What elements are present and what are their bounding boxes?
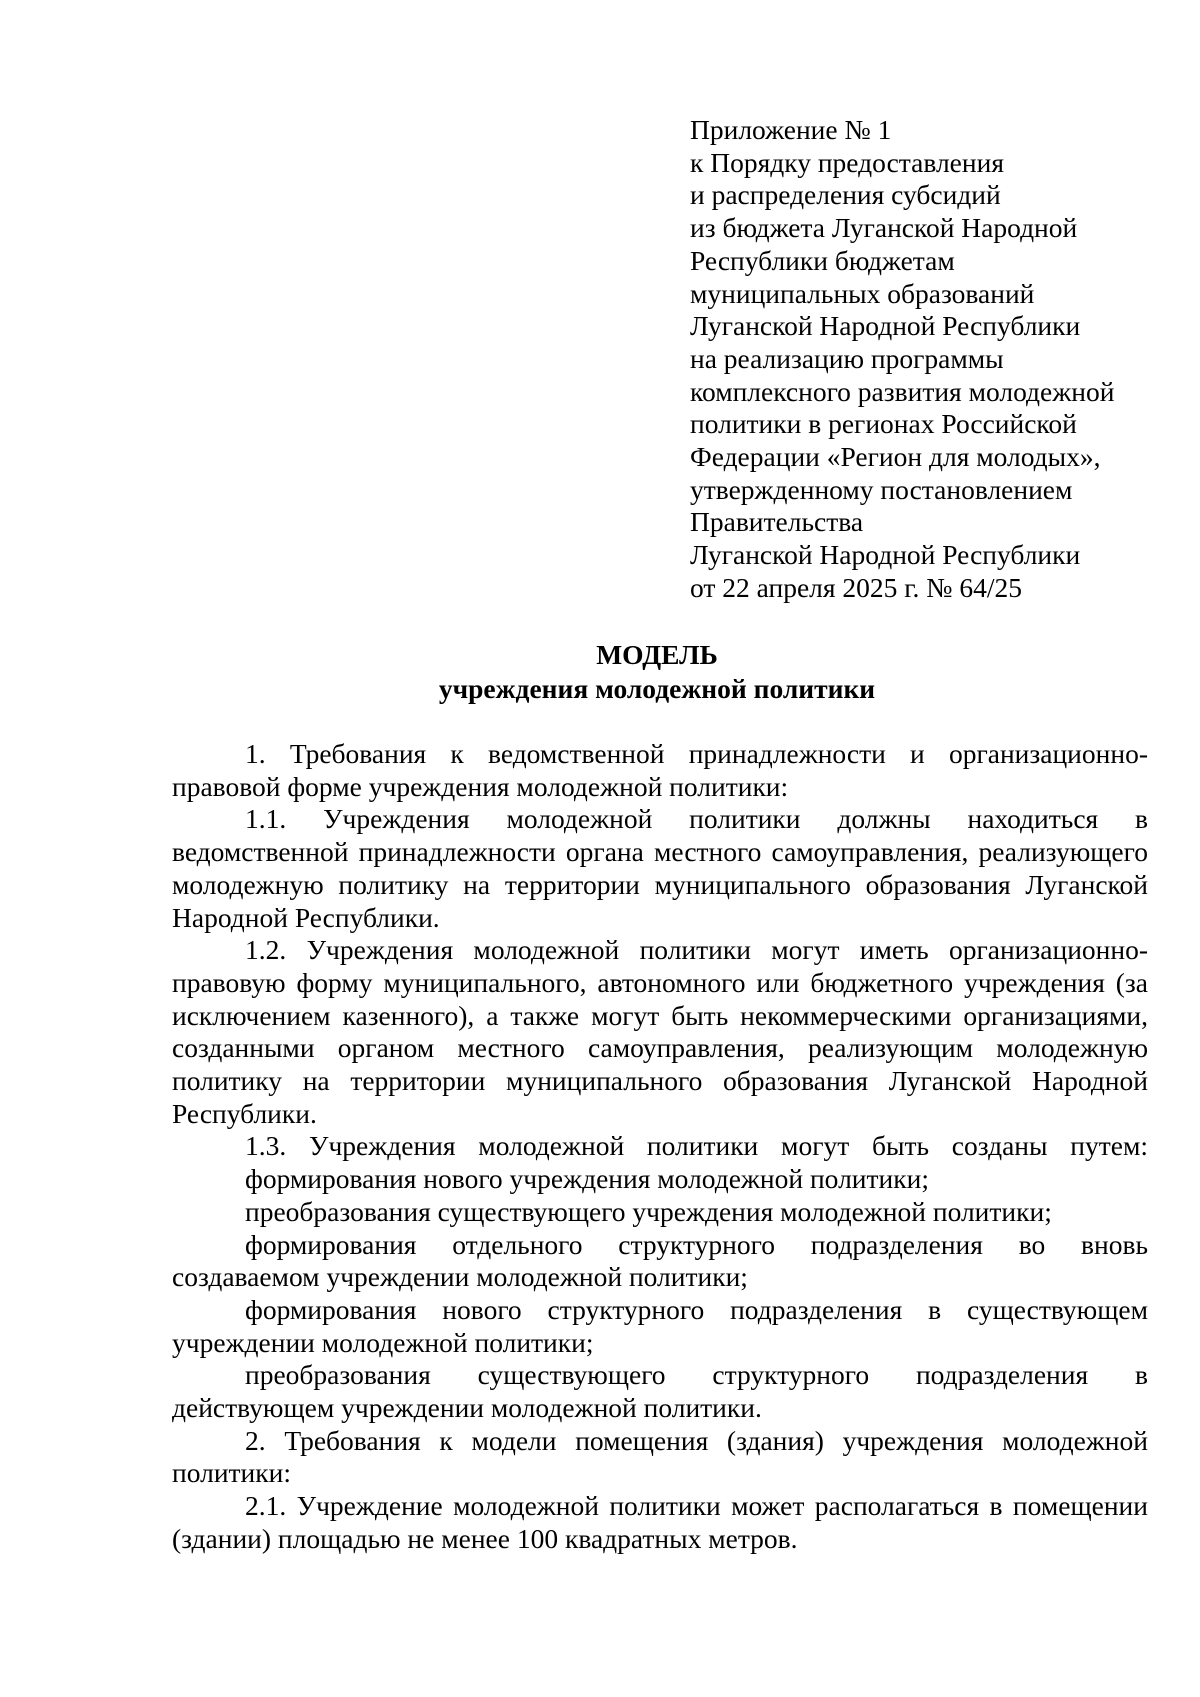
appendix-line: муниципальных образований [690,277,1035,309]
appendix-line: на реализацию программы [690,342,1004,374]
paragraph-1-2: 1.2. Учреждения молодежной политики могут иметь организационно-правовую форму муниципального, автономного или бюджетного учреждения (за исключением казенного), а также могут быть некоммерческими организациями, созданными органом местного самоуправления, реализующим молодежную политику на территории муниципального образования Луганской Народной Республики. [172,934,1148,1129]
list-item: преобразования существующего учреждения молодежной политики; [245,1195,1052,1227]
list-item: преобразования существующего структурного подразделения в действующем учреждении молодежной политики. [172,1359,1148,1424]
appendix-header [690,114,1150,605]
document-title: МОДЕЛЬ [596,639,718,670]
appendix-line: Луганской Народной Республики [690,539,1081,571]
appendix-line: комплексного развития молодежной [690,375,1115,407]
appendix-line: Федерации «Регион для молодых», [690,441,1101,473]
list-item: формирования отдельного структурного подразделения во вновь создаваемом учреждении молодежной политики; [172,1228,1148,1293]
appendix-line: Приложение № 1 [690,114,892,145]
list-item: формирования нового структурного подразделения в существующем учреждении молодежной политики; [172,1293,1148,1358]
appendix-line: от 22 апреля 2025 г. № 64/25 [690,571,1022,603]
appendix-line: утвержденному постановлением [690,473,1073,505]
paragraph-2: 2. Требования к модели помещения (здания) учреждения молодежной политики: [172,1424,1148,1489]
document-body [172,738,1148,1556]
appendix-line: Луганской Народной Республики [690,310,1081,342]
appendix-line: к Порядку предоставления [690,146,1004,178]
paragraph-1-1: 1.1. Учреждения молодежной политики должны находиться в ведомственной принадлежности органа местного самоуправления, реализующего молодежную политику на территории муниципального образования Луганской Народной Республики. [172,803,1148,933]
appendix-line: и распределения субсидий [690,179,1001,211]
appendix-line: политики в регионах Российской [690,408,1077,440]
appendix-line: Правительства [690,506,864,538]
appendix-line: Республики бюджетам [690,244,955,276]
appendix-line: из бюджета Луганской Народной [690,212,1078,244]
paragraph-1-3: 1.3. Учреждения молодежной политики могут быть созданы путем: [245,1130,1148,1162]
paragraph-1: 1. Требования к ведомственной принадлежности и организационно-правовой форме учреждения молодежной политики: [172,738,1148,802]
list-item: формирования нового учреждения молодежной политики; [245,1163,929,1195]
document-subtitle: учреждения молодежной политики [438,673,876,704]
paragraph-2-1: 2.1. Учреждение молодежной политики может располагаться в помещении (здании) площадью не менее 100 квадратных метров. [172,1490,1148,1554]
